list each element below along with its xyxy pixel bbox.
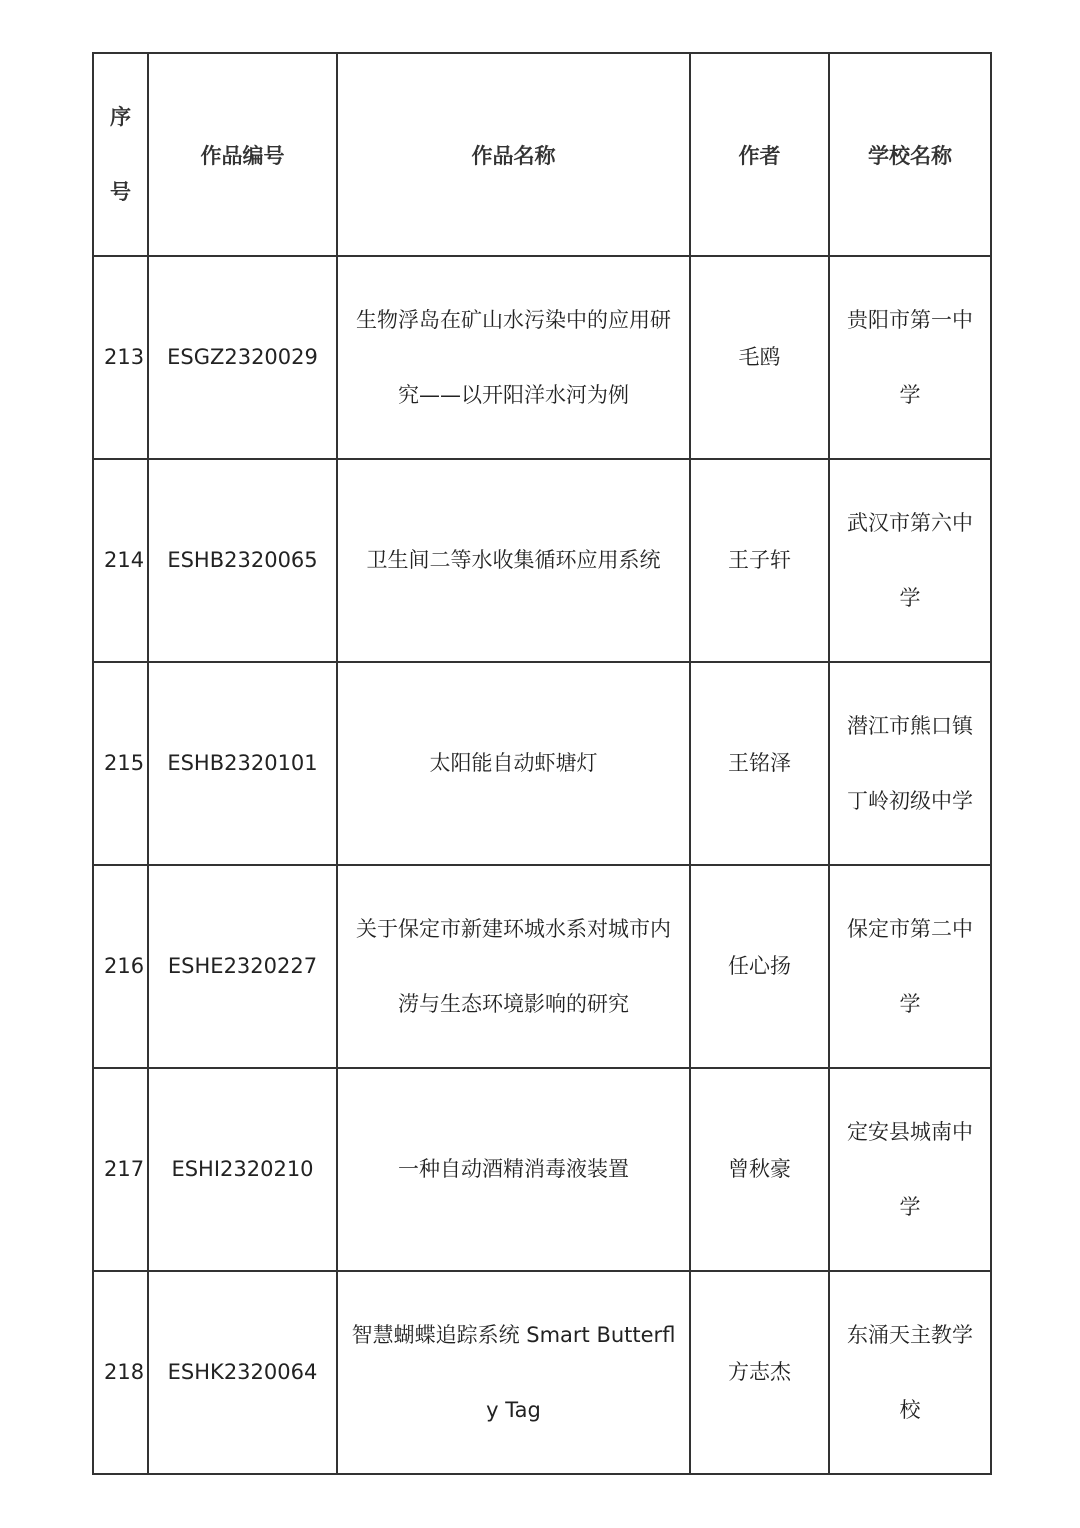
cell-work-title: 卫生间二等水收集循环应用系统 <box>337 459 690 662</box>
cell-school: 定安县城南中学 <box>829 1068 991 1271</box>
cell-author: 王子轩 <box>690 459 829 662</box>
cell-author: 王铭泽 <box>690 662 829 865</box>
header-work-code: 作品编号 <box>148 53 337 256</box>
awards-table <box>92 52 992 1475</box>
table-header-row <box>93 53 991 256</box>
header-work-title: 作品名称 <box>337 53 690 256</box>
table-row <box>93 1068 991 1271</box>
cell-work-title: 关于保定市新建环城水系对城市内涝与生态环境影响的研究 <box>337 865 690 1068</box>
cell-serial-number: 217 <box>93 1068 148 1271</box>
cell-work-title: 智慧蝴蝶追踪系统 Smart Butterfly Tag <box>337 1271 690 1474</box>
header-serial-number: 序号 <box>93 53 148 256</box>
cell-author: 方志杰 <box>690 1271 829 1474</box>
cell-serial-number: 218 <box>93 1271 148 1474</box>
cell-work-code: ESHB2320101 <box>148 662 337 865</box>
table-row <box>93 256 991 459</box>
cell-work-code: ESHI2320210 <box>148 1068 337 1271</box>
cell-author: 毛鸥 <box>690 256 829 459</box>
cell-author: 任心扬 <box>690 865 829 1068</box>
cell-school: 武汉市第六中学 <box>829 459 991 662</box>
header-school: 学校名称 <box>829 53 991 256</box>
cell-work-title: 太阳能自动虾塘灯 <box>337 662 690 865</box>
cell-serial-number: 215 <box>93 662 148 865</box>
table-row <box>93 662 991 865</box>
cell-serial-number: 214 <box>93 459 148 662</box>
cell-work-code: ESGZ2320029 <box>148 256 337 459</box>
cell-serial-number: 216 <box>93 865 148 1068</box>
cell-work-code: ESHB2320065 <box>148 459 337 662</box>
cell-work-code: ESHE2320227 <box>148 865 337 1068</box>
cell-author: 曾秋豪 <box>690 1068 829 1271</box>
cell-work-title: 一种自动酒精消毒液装置 <box>337 1068 690 1271</box>
cell-work-title: 生物浮岛在矿山水污染中的应用研究——以开阳洋水河为例 <box>337 256 690 459</box>
cell-work-code: ESHK2320064 <box>148 1271 337 1474</box>
header-author: 作者 <box>690 53 829 256</box>
cell-school: 潜江市熊口镇丁岭初级中学 <box>829 662 991 865</box>
table-row <box>93 1271 991 1474</box>
cell-serial-number: 213 <box>93 256 148 459</box>
cell-school: 保定市第二中学 <box>829 865 991 1068</box>
cell-school: 东涌天主教学校 <box>829 1271 991 1474</box>
cell-school: 贵阳市第一中学 <box>829 256 991 459</box>
table-row <box>93 865 991 1068</box>
table-row <box>93 459 991 662</box>
